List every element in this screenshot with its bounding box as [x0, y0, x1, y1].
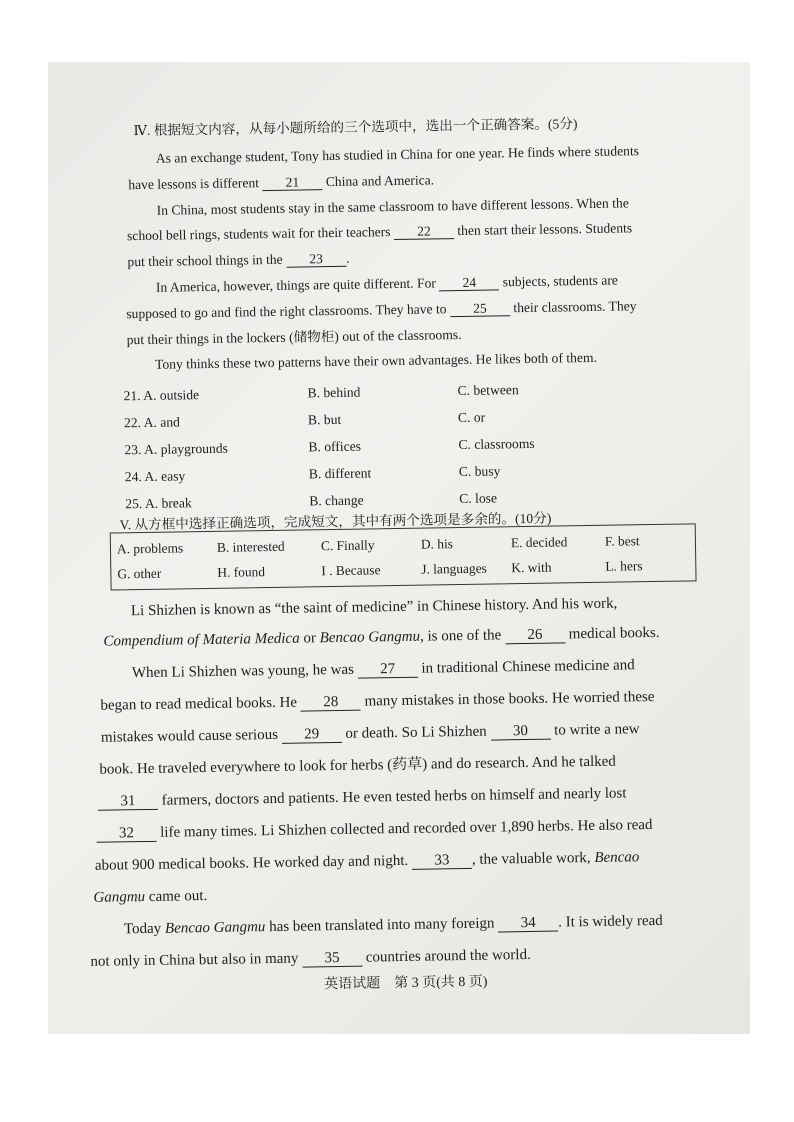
blank-28[interactable]: 28 — [301, 695, 361, 712]
option-25c[interactable]: C. lose — [459, 490, 498, 507]
passage-line: put their school things in the 23 . — [127, 250, 350, 270]
option-24a[interactable]: 24. A. easy — [124, 468, 186, 485]
passage-line: not only in China but also in many 35 countries around the world. — [90, 946, 531, 970]
box-option-c[interactable]: C. Finally — [320, 537, 375, 554]
box-option-d[interactable]: D. his — [420, 536, 454, 552]
option-24b[interactable]: B. different — [308, 465, 372, 482]
passage-line: put their things in the lockers (储物柜) out of the classrooms. — [126, 326, 462, 348]
option-23c[interactable]: C. classrooms — [458, 435, 535, 453]
passage-line: When Li Shizhen was young, he was 27 in traditional Chinese medicine and — [131, 657, 635, 682]
blank-26[interactable]: 26 — [505, 627, 565, 644]
word-box — [110, 523, 697, 590]
passage-line: Tony thinks these two patterns have their own advantages. He likes both of them. — [154, 349, 598, 372]
passage-line: In America, however, things are quite different. For 24 subjects, students are — [155, 272, 618, 295]
blank-33[interactable]: 33 — [412, 853, 472, 870]
option-22b[interactable]: B. but — [307, 411, 342, 428]
blank-22[interactable]: 22 — [394, 223, 454, 240]
option-22a[interactable]: 22. A. and — [123, 414, 181, 431]
blank-34[interactable]: 34 — [498, 916, 558, 933]
passage-line: Today Bencao Gangmu has been translated into many foreign 34 . It is widely read — [123, 912, 663, 938]
passage-line: Li Shizhen is known as “the saint of medicine” in Chinese history. And his work, — [130, 595, 618, 620]
option-25b[interactable]: B. change — [309, 492, 364, 509]
blank-30[interactable]: 30 — [490, 724, 550, 741]
exam-page — [40, 57, 757, 1040]
passage-line: about 900 medical books. He worked day and night. 33 , the valuable work, Bencao — [94, 849, 640, 874]
box-option-f[interactable]: F. best — [604, 533, 640, 549]
blank-35[interactable]: 35 — [302, 951, 362, 968]
option-21c[interactable]: C. between — [457, 382, 519, 399]
passage-line: book. He traveled everywhere to look for herbs (药草) and do research. And he talked — [99, 753, 616, 778]
blank-32[interactable]: 32 — [96, 826, 156, 843]
blank-31[interactable]: 31 — [98, 794, 158, 811]
passage-line: began to read medical books. He 28 many mistakes in those books. He worried these — [100, 689, 655, 714]
box-option-b[interactable]: B. interested — [216, 538, 285, 555]
blank-23[interactable]: 23 — [286, 251, 346, 268]
blank-25[interactable]: 25 — [450, 300, 510, 317]
passage-line: Compendium of Materia Medica or Bencao Gangmu, is one of the 26 medical books. — [103, 624, 660, 650]
passage-line: have lessons is different 21 China and America. — [128, 172, 435, 193]
passage-line: 32 life many times. Li Shizhen collected and recorded over 1,890 herbs. He also read — [96, 816, 652, 843]
box-option-i[interactable]: I . Because — [321, 562, 381, 579]
option-22c[interactable]: C. or — [457, 409, 486, 426]
passage-line: 31 farmers, doctors and patients. He even tested herbs on himself and nearly lost — [98, 784, 627, 810]
option-23b[interactable]: B. offices — [308, 438, 362, 455]
passage-line: In China, most students stay in the same classroom to have different lessons. When the — [156, 195, 629, 218]
section5-heading: V. 从方框中选择正确选项，完成短文，其中有两个选项是多余的。(10分) — [119, 510, 552, 533]
option-21a[interactable]: 21. A. outside — [123, 387, 200, 404]
blank-29[interactable]: 29 — [282, 727, 342, 744]
box-option-l[interactable]: L. hers — [605, 558, 643, 574]
passage-line: school bell rings, students wait for their teachers 22 then start their lessons. Students — [126, 220, 633, 244]
box-option-e[interactable]: E. decided — [510, 534, 568, 551]
passage-line: supposed to go and find the right classrooms. They have to 25 their classrooms. They — [126, 298, 637, 322]
blank-24[interactable]: 24 — [439, 274, 499, 291]
passage-line: mistakes would cause serious 29 or death. So Li Shizhen 30 to write a new — [100, 721, 640, 746]
blank-21[interactable]: 21 — [262, 174, 322, 191]
box-option-g[interactable]: G. other — [117, 565, 162, 582]
passage-line: As an exchange student, Tony has studied in China for one year. He finds where students — [155, 143, 640, 166]
box-option-a[interactable]: A. problems — [116, 540, 184, 557]
box-option-h[interactable]: H. found — [217, 564, 266, 580]
box-option-k[interactable]: K. with — [511, 559, 552, 576]
box-option-j[interactable]: J. languages — [421, 560, 487, 577]
option-24c[interactable]: C. busy — [458, 463, 501, 480]
option-23a[interactable]: 23. A. playgrounds — [124, 440, 228, 458]
option-25a[interactable]: 25. A. break — [125, 495, 192, 512]
page-footer: 英语试题 第 3 页(共 8 页) — [324, 974, 488, 993]
option-21b[interactable]: B. behind — [307, 384, 361, 401]
blank-27[interactable]: 27 — [358, 662, 418, 679]
section4-heading: Ⅳ. 根据短文内容，从每小题所给的三个选项中，选出一个正确答案。(5分) — [133, 116, 578, 139]
passage-line: Gangmu came out. — [93, 888, 208, 906]
